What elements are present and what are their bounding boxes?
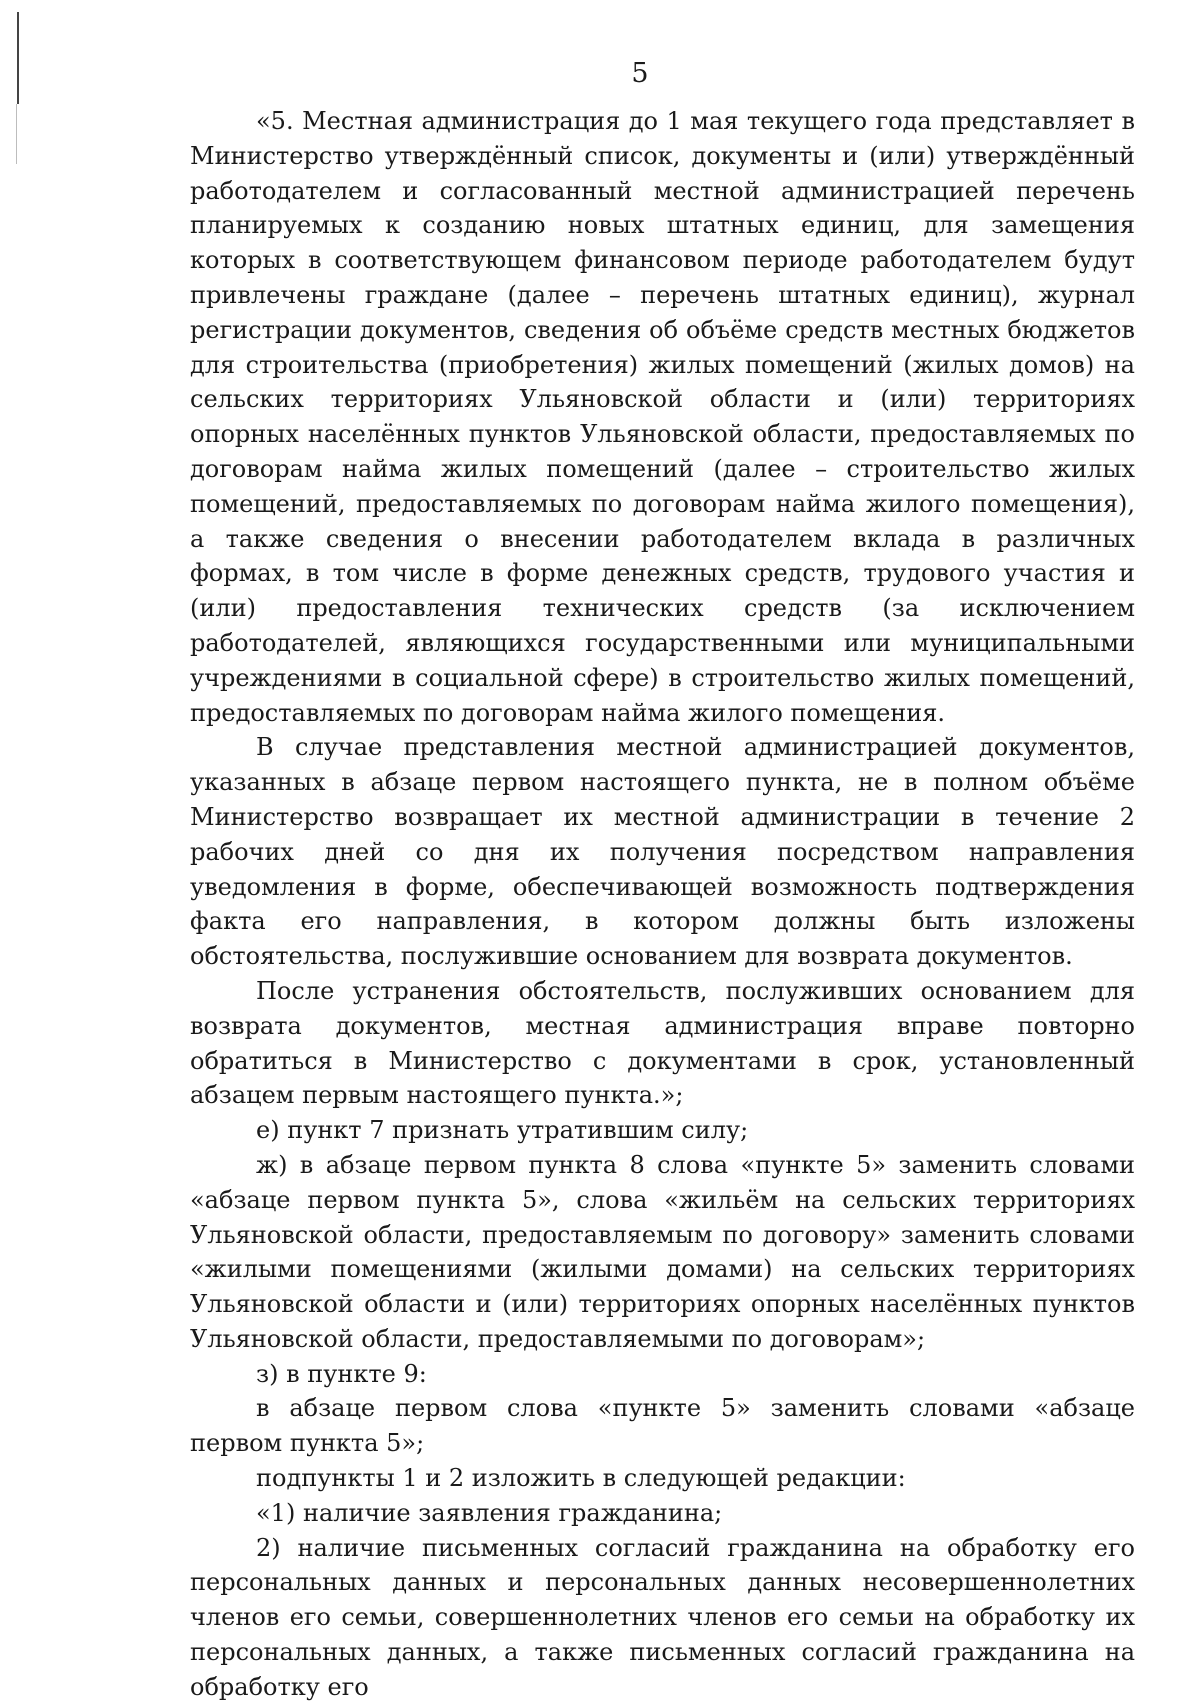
paragraph-subpoint-1: «1) наличие заявления гражданина; — [256, 1498, 723, 1527]
paragraph-subitem-zh: ж) в абзаце первом пункта 8 слова «пункте 5» заменить словами «абзаце первом пункта 5», слова «жильём на сельских территориях Ульяновской области, предоставляемым по договору» заменить словами «жилыми помещениями (жилыми домами) на сельских территориях Ульяновской области и (или) территориях опорных населённых пунктов Ульяновской области, предоставляемыми по договорам»; — [190, 1150, 1135, 1353]
paragraph-subpoints-intro: подпункты 1 и 2 изложить в следующей редакции: — [256, 1464, 906, 1493]
paragraph-resubmission: После устранения обстоятельств, послуживших основанием для возврата документов, местная администрация вправе повторно обратиться в Министерство с документами в срок, установленный абзацем первым настоящего пункта.»; — [190, 976, 1135, 1110]
scan-border-line-faint — [16, 104, 17, 164]
paragraph-incomplete-documents: В случае представления местной администрацией документов, указанных в абзаце первом настоящего пункта, не в полном объёме Министерство возвращает их местной администрации в течение 2 рабочих дней со дня их получения посредством направления уведомления в форме, обеспечивающей возможность подтверждения факта его направления, в котором должны быть изложены обстоятельства, послужившие основанием для возврата документов. — [190, 733, 1135, 971]
paragraph-subitem-e: е) пункт 7 признать утратившим силу; — [256, 1116, 749, 1145]
document-body — [190, 104, 1135, 1705]
paragraph-subpoint-2: 2) наличие письменных согласий гражданина на обработку его персональных данных и персональных данных несовершеннолетних членов его семьи, совершеннолетних членов его семьи на обработку их персональных данных, а также письменных согласий гражданина на обработку его — [190, 1533, 1135, 1701]
paragraph-item-5: «5. Местная администрация до 1 мая текущего года представляет в Министерство утверждённый список, документы и (или) утверждённый работодателем и согласованный местной администрацией перечень планируемых к созданию новых штатных единиц, для замещения которых в соответствующем финансовом периоде работодателем будут привлечены граждане (далее – перечень штатных единиц), журнал регистрации документов, сведения об объёме средств местных бюджетов для строительства (приобретения) жилых помещений (жилых домов) на сельских территориях Ульяновской области и (или) территориях опорных населённых пунктов Ульяновской области, предоставляемых по договорам найма жилых помещений (далее – строительство жилых помещений, предоставляемых по договорам найма жилого помещения), а также сведения о внесении работодателем вклада в различных формах, в том числе в форме денежных средств, трудового участия и (или) предоставления технических средств (за исключением работодателей, являющихся государственными или муниципальными учреждениями в социальной сфере) в строительство жилых помещений, предоставляемых по договорам найма жилого помещения. — [190, 107, 1135, 727]
paragraph-first-abzac-change: в абзаце первом слова «пункте 5» заменить словами «абзаце первом пункта 5»; — [190, 1394, 1135, 1458]
page-number: 5 — [631, 58, 649, 89]
paragraph-subitem-z: з) в пункте 9: — [256, 1359, 427, 1388]
